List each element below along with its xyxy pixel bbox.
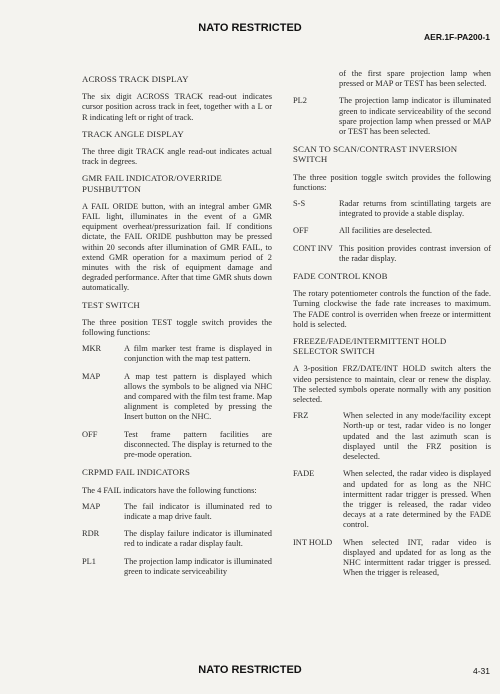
definition: When selected in any mode/facility except North-up or test, radar video is no longer updated and the last azimuth scan is displayed until the FRZ position is deselected.	[343, 411, 491, 462]
definition-row	[293, 538, 491, 579]
definition-row	[293, 411, 491, 462]
right-column	[293, 69, 491, 585]
term: MAP	[82, 371, 101, 381]
definition-row	[82, 430, 272, 461]
definition-row	[293, 469, 491, 530]
left-column	[82, 68, 272, 584]
section-title: FADE CONTROL KNOB	[293, 271, 388, 282]
definition-continued: of the first spare projection lamp when pressed or MAP or TEST has been selected.	[339, 69, 491, 89]
section-title: ACROSS TRACK DISPLAY	[82, 74, 189, 84]
definition-row	[82, 502, 272, 522]
definition-row	[293, 69, 491, 89]
term: S-S	[293, 199, 306, 209]
section-title: CRPMD FAIL INDICATORS	[82, 467, 191, 478]
term: MKR	[82, 344, 102, 354]
term: FRZ	[293, 411, 309, 421]
section-body: The rotary potentiometer controls the function of the fade. Turning clockwise the fade rate increases to maximum. The FADE control is overriden when freeze or intermittent hold is selected.	[293, 289, 491, 329]
section-title: SCAN TO SCAN/CONTRAST INVERSION SWITCH	[293, 144, 458, 165]
definition: Radar returns from scintillating targets are integrated to provide a stable display.	[339, 199, 491, 219]
term: OFF	[82, 429, 98, 439]
section-title: FREEZE/FADE/INTERMITTENT HOLD SELECTOR SWITCH	[293, 336, 447, 357]
definition: This position provides contrast inversion of the radar display.	[339, 243, 491, 263]
definition: A map test pattern is displayed which allows the symbols to be aligned via NHC and compared with the film test frame. Map alignment is completed by pressing the Insert button on the NHC.	[124, 371, 272, 422]
term: INT HOLD	[293, 537, 333, 547]
section-title: TEST SWITCH	[82, 299, 140, 310]
definition: When selected, the radar video is displayed and updated for as long as the NHC intermittent radar trigger is pressed. When the trigger is released, the radar video decays at a rate determined by the FADE control.	[343, 469, 491, 530]
term: FADE	[293, 469, 315, 479]
section-body: The three position TEST toggle switch provides the following functions:	[82, 317, 272, 338]
term: CONT INV	[293, 243, 333, 253]
definition: The projection lamp indicator is illuminated green to indicate serviceability of the second spare projection lamp when pressed or MAP or TEST has been selected.	[339, 96, 491, 137]
document-id: AER.1F-PA200-1	[424, 32, 490, 42]
page-number: 4-31	[472, 666, 490, 676]
definition: The display failure indicator is illuminated red to indicate a radar display fault.	[124, 529, 272, 549]
definition-row	[82, 529, 272, 549]
section-body: The six digit ACROSS TRACK read-out indicates cursor position across track in feet, together with a L or R indicating left or right of track.	[82, 92, 272, 122]
definition: The fail indicator is illuminated red to indicate a map drive fault.	[124, 501, 272, 521]
section-body: The three digit TRACK angle read-out indicates actual track in degrees.	[82, 147, 272, 167]
section-body: The 4 FAIL indicators have the following functions:	[82, 485, 257, 495]
definition: Test frame pattern facilities are disconnected. The display is returned to the pre-mode operation.	[124, 429, 272, 460]
definition-row	[293, 199, 491, 219]
definition-row	[293, 226, 491, 236]
definition: The projection lamp indicator is illuminated green to indicate serviceability	[124, 556, 272, 576]
term: RDR	[82, 529, 100, 539]
section-title: TRACK ANGLE DISPLAY	[82, 128, 184, 139]
header-classification: NATO RESTRICTED	[198, 22, 302, 34]
footer-classification: NATO RESTRICTED	[198, 664, 302, 676]
definition: When selected INT, radar video is displayed and updated for as long as the NHC intermittent radar trigger is pressed. When the trigger is released,	[343, 537, 491, 578]
definition-row	[293, 96, 491, 137]
definition: All facilities are deselected.	[339, 226, 433, 236]
term: PL2	[293, 96, 307, 106]
definition-row	[82, 557, 272, 577]
term: MAP	[82, 501, 101, 511]
definition-row	[293, 244, 491, 264]
section-body: A FAIL ORIDE button, with an integral amber GMR FAIL light, illuminates in the event of a GMR equipment overheat/pressurization fail. If conditions dictate, the FAIL ORIDE pushbutton may be pressed within 20 seconds after illumination of GMR FAIL, to extend GMR operation for a maximum period of 2 minutes with the risk of equipment damage and degraded performance. After that time GMR shuts down automatically.	[82, 201, 272, 293]
definition-row	[82, 344, 272, 364]
term: OFF	[293, 226, 309, 236]
section-body: The three position toggle switch provides the following functions:	[293, 172, 491, 192]
section-title: GMR FAIL INDICATOR/OVERRIDE PUSHBUTTON	[82, 173, 222, 194]
section-body: A 3-position FRZ/DATE/INT HOLD switch alters the video persistence to maintain, clear or renew the display. The selected symbols operate normally with any position selected.	[293, 364, 491, 405]
definition: A film marker test frame is displayed in conjunction with the map test pattern.	[124, 344, 272, 364]
definition-row	[82, 372, 272, 423]
term: PL1	[82, 556, 96, 566]
